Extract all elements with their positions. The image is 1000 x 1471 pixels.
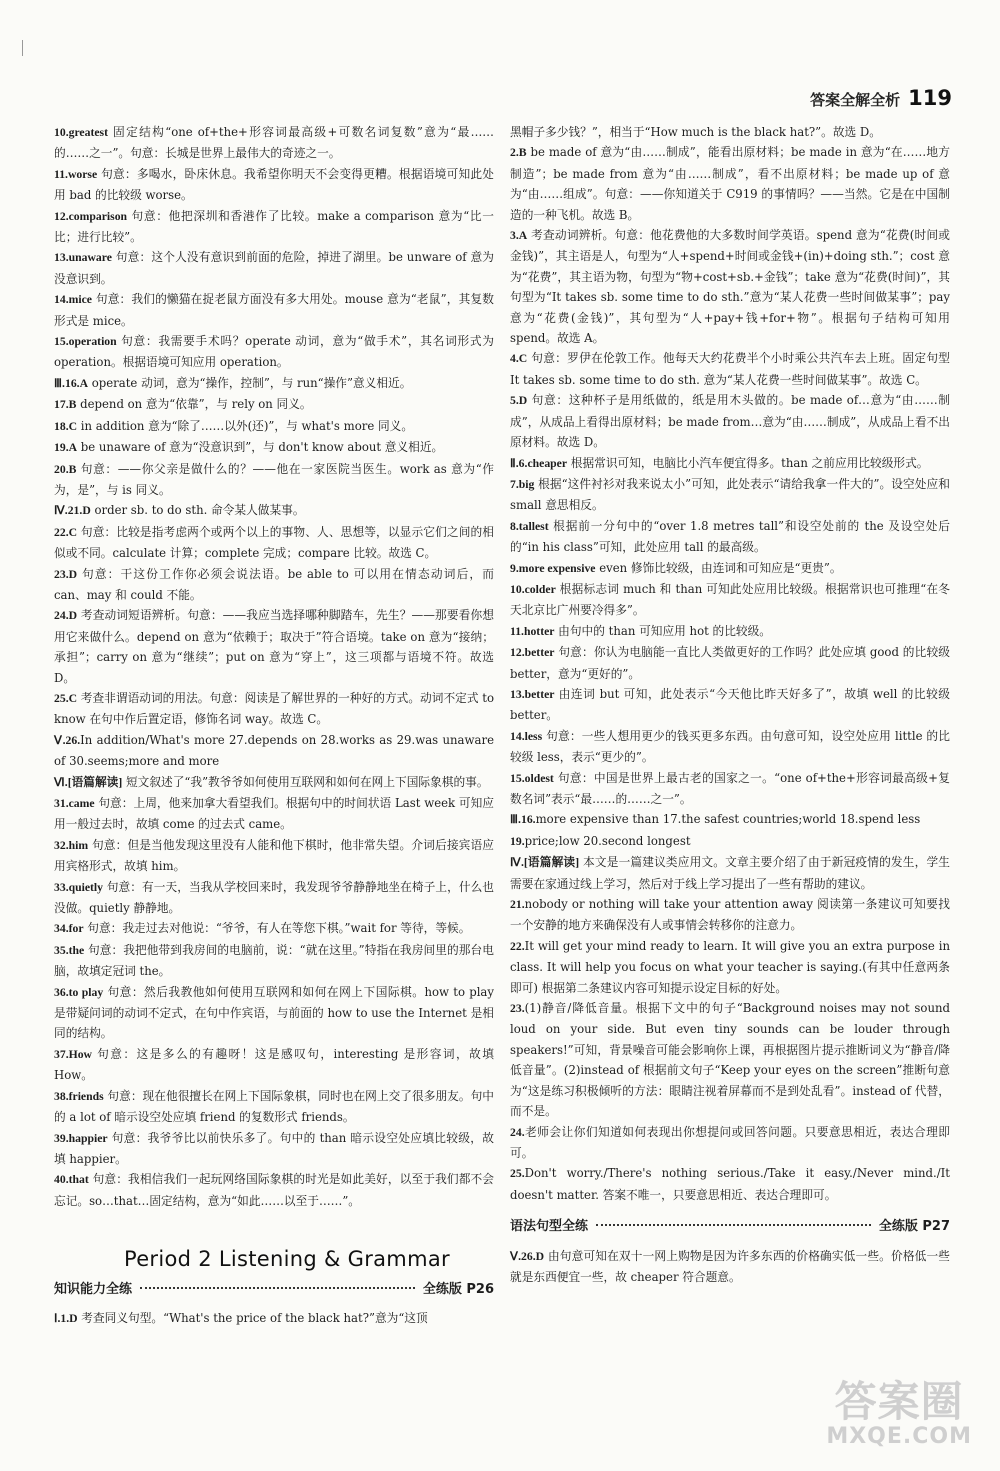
answer-entry	[510, 516, 950, 558]
answer-number: 24.D	[54, 609, 78, 623]
answer-number: 11.worse	[54, 167, 98, 181]
left-column	[54, 122, 494, 1329]
answer-entry	[54, 564, 494, 606]
answer-entry	[54, 940, 494, 982]
answer-entry	[54, 835, 494, 877]
answer-number: 19.A	[54, 441, 78, 455]
answer-number: 25.	[510, 1167, 525, 1181]
answer-entry	[54, 331, 494, 373]
answer-entry	[510, 579, 950, 621]
answer-explanation: be made of 意为“由……制成”，能看出原材料；be made in 意为“在……地方制造”；be made from 意为“由……制成”，看不出原材料；be made up of 意为“由……组成”。句意：——你知道关于 C919 的事情吗？——当然。它是在中国制造的一种飞机。故选 B。	[510, 145, 950, 222]
answer-explanation: 句意：比较是指考虑两个或两个以上的事物、人、思想等，以显示它们之间的相似或不同。calculate 计算；complete 完成；compare 比较。故选 C。	[54, 524, 494, 561]
left-answer-list	[54, 122, 494, 1211]
answer-number: 39.happier	[54, 1131, 108, 1145]
answer-number: 34.for	[54, 922, 84, 936]
answer-explanation: 短文叙述了“我”教爷爷如何使用互联网和如何在网上下国际象棋的事。	[122, 774, 489, 789]
answer-number: 15.operation	[54, 335, 117, 349]
answer-explanation: 句意：一些人想用更少的钱买更多东西。由句意可知，设空处应用 little 的比较级 less，表示“更少的”。	[510, 728, 950, 765]
answer-explanation: In addition/What's more 27.depends on 28.works as 29.was unaware of 30.seems;more and more	[54, 732, 495, 769]
answer-number: Ⅳ.[语篇解读]	[510, 856, 580, 870]
answer-entry	[54, 459, 494, 501]
answer-explanation: 句意：我爷爷比以前快乐多了。句中的 than 暗示设空处应填比较级，故填 happier。	[54, 1130, 494, 1166]
answer-entry	[510, 225, 950, 348]
answer-number: 10.colder	[510, 582, 556, 596]
answer-number: 22.C	[54, 525, 78, 539]
answer-explanation: 句意：这个人没有意识到前面的危险，掉进了湖里。be unware of 意为没意识到。	[54, 250, 494, 286]
scan-mark	[22, 40, 23, 56]
answer-explanation: 考查动词短语辨析。句意：——我应当选择哪种脚踏车，先生？——那要看你想用它来做什么。depend on 意为“依赖于；取决于”符合语境。take on 意为“接纳；承担”；carry on 意为“继续”；put on 意为“穿上”，这三项都与语境不符。故选 D。	[54, 608, 494, 685]
answer-explanation: 句意：——你父亲是做什么的？——他在一家医院当医生。work as 意为“作为，是”，与 is 同义。	[54, 461, 494, 497]
answer-explanation: 句意：现在他很擅长在网上下国际象棋，同时也在网上交了很多朋友。句中的 a lot of 暗示设空处应填 friend 的复数形式 friends。	[54, 1088, 494, 1125]
answer-entry	[54, 164, 494, 206]
answer-entry	[54, 1044, 494, 1086]
answer-entry	[54, 522, 494, 564]
answer-explanation: be unaware of 意为“没意识到”，与 don't know about 意义相近。	[77, 440, 444, 455]
answer-number: 13.better	[510, 687, 555, 701]
answer-number: 23.D	[54, 567, 78, 581]
answer-explanation: 考查同义句型。“What's the price of the black hat?”意为“这顶	[77, 1310, 428, 1325]
left-section-bar	[54, 1280, 494, 1300]
answer-explanation: 本文是一篇建议类应用文。文章主要介绍了由于新冠疫情的发生，学生需要在家通过线上学习，然后对于线上学习提出了一些有帮助的建议。	[510, 855, 950, 891]
answer-number: 23.	[510, 1002, 525, 1016]
answer-number: 12.comparison	[54, 209, 128, 223]
answer-explanation: 老师会让你们知道如何表现出你想提问或回答问题。只要意思相近，表达合理即可。	[510, 1124, 950, 1160]
answer-entry	[510, 558, 950, 579]
answer-entry	[54, 772, 494, 793]
answer-explanation: 句意：干这份工作你必须会说法语。be able to 可以用在情态动词后，而 can、may 和 could 不能。	[54, 566, 494, 602]
answer-explanation: 句意：罗伊在伦敦工作。他每天大约花费半个小时乘公共汽车去上班。固定句型 It takes sb. some time to do sth. 意为“某人花费一些时间做某事”。故选 C。	[510, 351, 950, 387]
right-column	[510, 122, 950, 1287]
answer-number: 4.C	[510, 352, 528, 366]
answer-entry	[54, 1086, 494, 1128]
answer-explanation: Don't worry./There's nothing serious./Take it easy./Never mind./It doesn't matter. 答案不唯一，只要意思相近、表达合理即可。	[510, 1166, 950, 1202]
answer-explanation: 句意：但是当他发现这里没有人能和他下棋时，他非常失望。介词后接宾语应用宾格形式，故填 him。	[54, 837, 494, 874]
answer-explanation: more expensive than 17.the safest countries;world 18.spend less	[535, 812, 921, 827]
answer-number: 38.friends	[54, 1089, 104, 1103]
answer-number: 12.better	[510, 646, 555, 660]
right-section-ref: 全练版 P27	[878, 1219, 950, 1235]
answer-explanation: 句意：你认为电脑能一直比人类做更好的工作吗？此处应填 good 的比较级 better，意为“更好的”。	[510, 645, 950, 681]
answer-explanation: 句意：中国是世界上最古老的国家之一。“one of+the+形容词最高级+复数名词”表示“最……的……之一”。	[510, 770, 950, 806]
answer-number: 17.B	[54, 398, 77, 412]
answer-number: 37.How	[54, 1047, 92, 1061]
left-section-title: 知识能力全练	[54, 1281, 133, 1297]
answer-entry	[54, 206, 494, 248]
answer-explanation: 句意：这是多么的有趣呀！这是感叹句，interesting 是形容词，故填 How。	[54, 1046, 494, 1083]
answer-explanation: 句意：然后我教他如何使用互联网和如何在网上下国际棋。how to play 是带疑问词的动词不定式，在句中作宾语，与前面的 how to use the Internet 是相同的结构。	[54, 984, 494, 1041]
answer-explanation: It will get your mind ready to learn. It will give you an extra purpose in class. It will help you focus on what your teacher is saying.(有其中任意两条即可) 根据第二条建议内容可知提示设定目标的好处。	[510, 938, 950, 995]
page-header	[810, 86, 952, 110]
answer-explanation: 固定结构“one of+the+形容词最高级+可数名词复数”意为“最……的……之一”。句意：长城是世界上最伟大的奇迹之一。	[54, 125, 494, 161]
answer-entry	[54, 793, 494, 835]
answer-entry	[510, 122, 950, 142]
answer-number: 40.that	[54, 1173, 89, 1187]
answer-number: 11.hotter	[510, 624, 555, 638]
answer-explanation: 根据前一分句中的“over 1.8 metres tall”和设空处前的 the 及设空处后的“in his class”可知，此处应用 tall 的最高级。	[510, 518, 950, 555]
right-section-title: 语法句型全练	[510, 1219, 589, 1235]
answer-explanation: 句意：有一天，当我从学校回来时，我发现爷爷静静地坐在椅子上，什么也没做。quietly 静静地。	[54, 879, 494, 916]
answer-number: 32.him	[54, 838, 89, 852]
answer-explanation: 句意：我们的懒猫在捉老鼠方面没有多大用处。mouse 意为“老鼠”，其复数形式是 mice。	[54, 292, 494, 328]
answer-number: Ⅳ.21.D	[54, 504, 91, 518]
answer-explanation: 由句中的 than 可知应用 hot 的比较级。	[554, 623, 771, 638]
answer-number: 10.greatest	[54, 126, 108, 139]
answer-entry	[54, 1128, 494, 1170]
answer-number: Ⅴ.26.D	[510, 1249, 545, 1263]
answer-entry	[54, 394, 494, 415]
dotted-leader	[140, 1287, 415, 1289]
answer-entry	[510, 809, 950, 830]
answer-number: 2.B	[510, 146, 527, 160]
answer-number: 9.more expensive	[510, 561, 596, 575]
answer-number: 25.C	[54, 691, 78, 705]
answer-number: 13.unaware	[54, 251, 112, 265]
answer-explanation: price;low 20.second longest	[524, 833, 691, 848]
answer-entry	[510, 621, 950, 642]
answer-entry	[54, 730, 494, 772]
answer-entry	[510, 1163, 950, 1205]
answer-entry	[54, 247, 494, 289]
answer-explanation: 根据标志词 much 和 than 可知此处应用比较级。根据常识也可推理“在冬天北京比广州要冷得多”。	[510, 581, 950, 618]
answer-entry	[54, 289, 494, 331]
answer-entry	[510, 684, 950, 726]
answer-entry	[510, 142, 950, 225]
answer-entry	[510, 998, 950, 1121]
answer-number: Ⅲ.16.	[510, 813, 536, 827]
answer-entry	[54, 373, 494, 394]
period-title: Period 2 Listening & Grammar	[124, 1247, 450, 1272]
answer-explanation: 考查非谓语动词的用法。句意：阅读是了解世界的一种好的方式。动词不定式 to know 在句中作后置定语，修饰名词 way。故选 C。	[54, 690, 494, 727]
answer-number: 3.A	[510, 229, 528, 243]
answer-explanation: 考查动词辨析。句意：他花费他的大多数时间学英语。spend 意为“花费(时间或金钱)”，其主语是人，句型为“人+spend+时间或金钱+(in)+doing sth.”；cost 意为“花费”，其主语为物，句型为“物+cost+sb.+金钱”；take 意为“花费(时间)”，其句型为“It takes sb. some time to do sth.”意为“某人花费一些时间做某事”；pay 意为“花费(金钱)”，其句型为“人+pay+钱+for+物”。根据句子结构可知用 spend。故选 A。	[510, 228, 950, 346]
answer-explanation: 由句意可知在双十一网上购物是因为许多东西的价格确实低一些。价格低一些就是东西便宜一些，故 cheaper 符合题意。	[510, 1248, 950, 1284]
answer-entry	[54, 437, 494, 458]
answer-explanation: 句意：我走过去对他说：“爷爷，有人在等您下棋。”wait for 等待，等候。	[83, 921, 471, 936]
answer-number: Ⅴ.26.	[54, 733, 81, 747]
answer-entry	[54, 500, 494, 521]
answer-entry	[510, 726, 950, 768]
answer-entry	[510, 852, 950, 894]
answer-entry	[54, 122, 494, 164]
answer-number: Ⅲ.16.A	[54, 376, 89, 390]
answer-entry	[510, 1122, 950, 1164]
header-title: 答案全解全析	[810, 91, 901, 109]
watermark-logo	[826, 1379, 972, 1449]
answer-number: 8.tallest	[510, 519, 549, 533]
answer-entry	[54, 1169, 494, 1211]
left-after-list	[54, 1308, 494, 1329]
answer-number: Ⅰ.1.D	[54, 1311, 78, 1325]
answer-explanation: nobody or nothing will take your attention away 阅读第一条建议可知要找一个安静的地方来确保没有人或事情会转移你的注意力。	[510, 897, 950, 933]
dotted-leader	[596, 1224, 871, 1226]
answer-explanation: 句意：这种杯子是用纸做的，纸是用木头做的。be made of…意为“由……制成”，从成品上看得出原材料；be made from…意为“由……制成”，从成品上看不出原材料。故选 D。	[510, 393, 950, 450]
page-number: 119	[908, 86, 952, 110]
answer-number: 24.	[510, 1125, 525, 1139]
answer-entry	[54, 605, 494, 688]
answer-explanation: 句意：我相信我们一起玩网络国际象棋的时光是如此美好，以至于我们都不会忘记。so…that…固定结构，意为“如此……以至于……”。	[54, 1172, 494, 1208]
right-section-bar	[510, 1217, 950, 1237]
answer-number: 15.oldest	[510, 771, 554, 785]
answer-entry	[510, 936, 950, 998]
answer-explanation: 句意：上周，他来加拿大看望我们。根据句中的时间状语 Last week 可知应用一般过去时，故填 come 的过去式 came。	[54, 796, 494, 832]
answer-number: 31.came	[54, 797, 95, 810]
answer-number: 19.	[510, 834, 525, 848]
answer-entry	[54, 1308, 494, 1329]
answer-number: 20.B	[54, 462, 77, 476]
answer-number: 36.to play	[54, 985, 104, 999]
answer-explanation: 黑帽子多少钱？”，相当于“How much is the black hat?”。故选 D。	[510, 125, 881, 139]
answer-explanation: 根据“这件衬衫对我来说太小”可知，此处表示“请给我拿一件大的”。设空处应和 small 意思相反。	[510, 476, 950, 513]
answer-explanation: in addition 意为“除了……以外(还)”，与 what's more 同义。	[77, 418, 414, 433]
watermark-url: MXQE.COM	[826, 1424, 972, 1449]
answer-explanation: even 修饰比较级，由连词和可知应是“更贵”。	[595, 560, 842, 575]
answer-entry	[510, 453, 950, 474]
right-answer-list	[510, 122, 950, 1205]
answer-number: 5.D	[510, 394, 528, 408]
answer-explanation: operate 动词，意为“操作，控制”，与 run“操作”意义相近。	[88, 375, 412, 390]
answer-number: 18.C	[54, 419, 78, 433]
answer-explanation: 由连词 but 可知，此处表示“今天他比昨天好多了”，故填 well 的比较级 better。	[510, 686, 950, 723]
answer-explanation: 根据常识可知，电脑比小汽车便宜得多。than 之前应用比较级形式。	[567, 455, 929, 470]
right-after-list	[510, 1246, 950, 1288]
answer-number: 7.big	[510, 477, 535, 491]
answer-number: Ⅱ.6.cheaper	[510, 456, 568, 470]
answer-number: 33.quietly	[54, 880, 104, 894]
answer-entry	[510, 642, 950, 684]
answer-entry	[510, 768, 950, 810]
answer-entry	[510, 474, 950, 516]
answer-number: 14.less	[510, 729, 543, 743]
answer-entry	[54, 982, 494, 1044]
answer-number: Ⅵ.[语篇解读]	[54, 775, 123, 789]
answer-number: 14.mice	[54, 293, 92, 307]
answer-explanation: 句意：我需要手术吗？operate 动词，意为“做手术”，其名词形式为 operation。根据语境可知应用 operation。	[54, 334, 494, 370]
answer-explanation: 句意：我把他带到我房间的电脑前，说：“就在这里。”特指在我房间里的那台电脑，故填定冠词 the。	[54, 942, 494, 979]
answer-number: 22.	[510, 939, 525, 953]
answer-entry	[510, 894, 950, 936]
answer-explanation: (1)静音/降低音量。根据下文中的句子“Background noises may not sound loud on your side. But even tiny sounds can be louder through speakers!”可知，背景噪音可能会影响你上课，再根据图片提示推断词义为“静音/降低音量”。(2)instead of 根据前文句子“Keep your eyes on the screen”推断句意为“这是练习积极倾听的方法：眼睛注视着屏幕而不是到处乱看”。instead of 代替，而不是。	[510, 1001, 950, 1119]
answer-explanation: order sb. to do sth. 命令某人做某事。	[90, 503, 305, 518]
answer-number: 21.	[510, 898, 525, 912]
answer-explanation: 句意：多喝水，卧床休息。我希望你明天不会变得更糟。根据语境可知此处用 bad 的比较级 worse。	[54, 166, 494, 203]
left-section-ref: 全练版 P26	[422, 1281, 494, 1297]
answer-number: 35.the	[54, 943, 85, 957]
answer-explanation: depend on 意为“依靠”，与 rely on 同义。	[76, 397, 312, 412]
answer-entry	[54, 877, 494, 919]
answer-entry	[54, 688, 494, 730]
answer-entry	[54, 416, 494, 437]
answer-explanation: 句意：他把深圳和香港作了比较。make a comparison 意为“比一比；进行比较”。	[54, 208, 494, 245]
answer-entry	[510, 831, 950, 852]
answer-entry	[510, 348, 950, 390]
watermark-text: 答案圈	[834, 1377, 964, 1426]
answer-entry	[510, 1246, 950, 1288]
answer-entry	[510, 390, 950, 452]
answer-entry	[54, 918, 494, 939]
